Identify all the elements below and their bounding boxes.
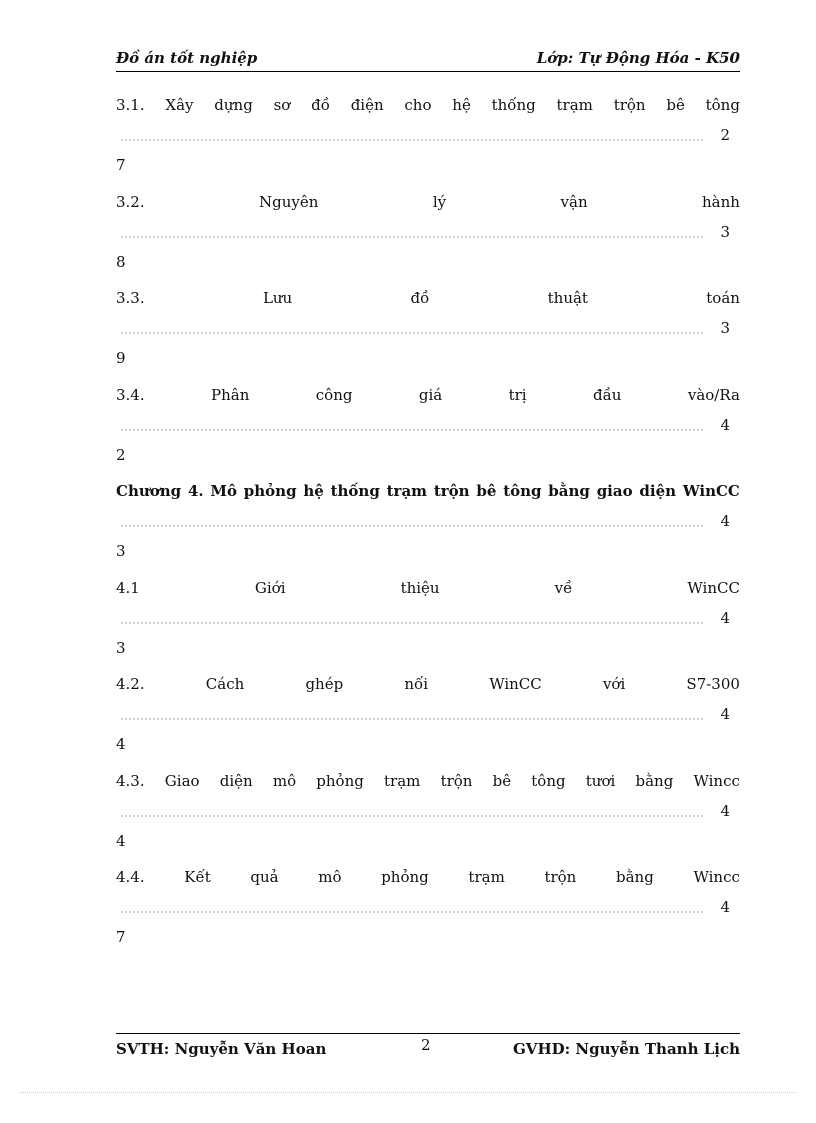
toc-title-word: WinCC [682, 482, 740, 500]
toc-title-word: đầu [592, 386, 622, 404]
toc-title-word: Wincc [693, 772, 740, 790]
toc-title-word: về [554, 579, 573, 597]
toc-title-word: sơ [273, 96, 291, 114]
toc-leader-line [116, 221, 740, 243]
toc-title-word: hệ [303, 482, 324, 500]
toc-title-word: trạm [386, 482, 428, 500]
toc-page-number-part2: 4 [116, 735, 126, 753]
toc-entry [116, 287, 740, 369]
toc-title-word: giao [596, 482, 633, 500]
toc-title-word: 3.3. [116, 289, 145, 307]
toc-title-word: 4.2. [116, 675, 145, 693]
toc-title-word: 4.4. [116, 868, 145, 886]
toc-title-word: bằng [616, 868, 654, 886]
footer-page-number: 2 [421, 1036, 431, 1054]
toc-page-number-part1: 3 [720, 319, 730, 337]
toc-title-word: Giao [164, 772, 200, 790]
toc-page-number-part2: 4 [116, 832, 126, 850]
toc-entry-title [116, 480, 740, 502]
toc-entry-title [116, 866, 740, 888]
toc-title-word: với [602, 675, 626, 693]
toc-title-word: Phân [211, 386, 250, 404]
toc-title-word: thuật [547, 289, 588, 307]
toc-title-word: ghép [305, 675, 344, 693]
toc-page-number-part2: 7 [116, 156, 126, 174]
toc-leader-line [116, 414, 740, 436]
toc-entry-title [116, 673, 740, 695]
toc-title-word: WinCC [687, 579, 740, 597]
toc-title-word: lý [432, 193, 447, 211]
footer-student: SVTH: Nguyễn Văn Hoan [116, 1040, 327, 1058]
toc-leader-line [116, 317, 740, 339]
toc-title-word: Kết [184, 868, 211, 886]
toc-title-word: 4. [187, 482, 204, 500]
toc-title-word: thống [491, 96, 536, 114]
toc-title-word: giá [418, 386, 443, 404]
toc-title-word: diện [219, 772, 253, 790]
toc-entry [116, 866, 740, 948]
toc-leader-line [116, 124, 740, 146]
toc-title-word: nối [404, 675, 429, 693]
toc-title-word: toán [706, 289, 740, 307]
toc-title-word: phỏng [243, 482, 297, 500]
toc-title-word: trộn [433, 482, 470, 500]
toc-title-word: trộn [440, 772, 473, 790]
toc-entry-title [116, 770, 740, 792]
page-header [116, 49, 740, 72]
toc-title-word: thống [330, 482, 380, 500]
toc-title-word: diện [639, 482, 677, 500]
toc-title-word: mô [272, 772, 297, 790]
dot-leader [120, 622, 704, 624]
toc-title-word: hệ [452, 96, 471, 114]
toc-entry-title [116, 287, 740, 309]
toc-leader-line [116, 510, 740, 532]
toc-page-number-part1: 4 [720, 416, 730, 434]
toc-title-word: Lưu [262, 289, 293, 307]
dot-leader [120, 332, 704, 334]
toc-title-word: tươi [585, 772, 616, 790]
toc-entry [116, 770, 740, 852]
toc-title-word: Giới [254, 579, 286, 597]
toc-title-word: 4.3. [116, 772, 145, 790]
toc-title-word: vào/Ra [687, 386, 740, 404]
toc-page-number-part2: 2 [116, 446, 126, 464]
toc-page-number-part2: 3 [116, 639, 126, 657]
toc-title-word: trạm [468, 868, 505, 886]
toc-title-word: 3.2. [116, 193, 145, 211]
toc-entry [116, 480, 740, 562]
toc-title-word: Xây [165, 96, 194, 114]
toc-title-word: Wincc [693, 868, 740, 886]
toc-entry-title [116, 191, 740, 213]
toc-title-word: WinCC [489, 675, 542, 693]
toc-title-word: công [315, 386, 353, 404]
toc-page-number-part1: 4 [720, 802, 730, 820]
toc-title-word: cho [404, 96, 432, 114]
toc-leader-line [116, 607, 740, 629]
toc-page-number-part1: 4 [720, 609, 730, 627]
toc-title-word: bê [476, 482, 497, 500]
dot-leader [120, 139, 704, 141]
dot-leader [120, 718, 704, 720]
toc-page-number-part1: 4 [720, 898, 730, 916]
toc-title-word: trạm [384, 772, 421, 790]
toc-entry-title [116, 384, 740, 406]
toc-title-word: bê [666, 96, 685, 114]
toc-title-word: bằng [548, 482, 590, 500]
toc-leader-line [116, 896, 740, 918]
toc-title-word: S7-300 [686, 675, 740, 693]
toc-leader-line [116, 800, 740, 822]
toc-title-word: điện [350, 96, 384, 114]
toc-title-word: bằng [635, 772, 674, 790]
dot-leader [120, 911, 704, 913]
toc-entry-title [116, 94, 740, 116]
toc-page-number-part1: 3 [720, 223, 730, 241]
toc-title-word: trộn [613, 96, 646, 114]
header-title: Đồ án tốt nghiệp [116, 49, 258, 67]
toc-title-word: vận [560, 193, 588, 211]
header-class: Lớp: Tự Động Hóa - K50 [536, 49, 740, 67]
toc-title-word: trạm [556, 96, 593, 114]
toc-title-word: 3.1. [116, 96, 145, 114]
toc-title-word: phỏng [316, 772, 364, 790]
toc-page-number-part2: 3 [116, 542, 126, 560]
toc-page-number-part1: 2 [720, 126, 730, 144]
footer-advisor: GVHD: Nguyễn Thanh Lịch [513, 1040, 740, 1058]
toc-title-word: đồ [410, 289, 430, 307]
toc-title-word: Nguyên [259, 193, 319, 211]
toc-title-word: trộn [544, 868, 577, 886]
toc-title-word: Cách [205, 675, 245, 693]
toc-title-word: đồ [311, 96, 330, 114]
toc-title-word: phỏng [381, 868, 429, 886]
toc-title-word: bê [492, 772, 512, 790]
toc-title-word: tông [705, 96, 740, 114]
toc-title-word: tông [531, 772, 566, 790]
toc-title-word: quả [250, 868, 279, 886]
toc-title-word: dựng [214, 96, 253, 114]
toc-title-word: mô [318, 868, 342, 886]
toc-page-number-part2: 7 [116, 928, 126, 946]
dot-leader [120, 525, 704, 527]
toc-page-number-part2: 9 [116, 349, 126, 367]
dot-leader [120, 815, 704, 817]
toc-entry [116, 191, 740, 273]
toc-title-word: 4.1 [116, 579, 140, 597]
toc-page-number-part1: 4 [720, 705, 730, 723]
toc-title-word: Mô [210, 482, 237, 500]
toc-title-word: trị [508, 386, 527, 404]
toc-title-word: tông [503, 482, 542, 500]
dot-leader [120, 429, 704, 431]
toc-entry [116, 384, 740, 466]
page-edge-divider [20, 1092, 796, 1094]
toc-entry [116, 94, 740, 176]
toc-leader-line [116, 703, 740, 725]
dot-leader [120, 236, 704, 238]
toc-title-word: Chương [116, 482, 182, 500]
toc-entry [116, 673, 740, 755]
toc-title-word: thiệu [400, 579, 440, 597]
toc-page-number-part1: 4 [720, 512, 730, 530]
toc-entry-title [116, 577, 740, 599]
toc-title-word: hành [702, 193, 740, 211]
toc-title-word: 3.4. [116, 386, 145, 404]
toc-page-number-part2: 8 [116, 253, 126, 271]
page-footer [116, 1033, 740, 1062]
toc-entry [116, 577, 740, 659]
